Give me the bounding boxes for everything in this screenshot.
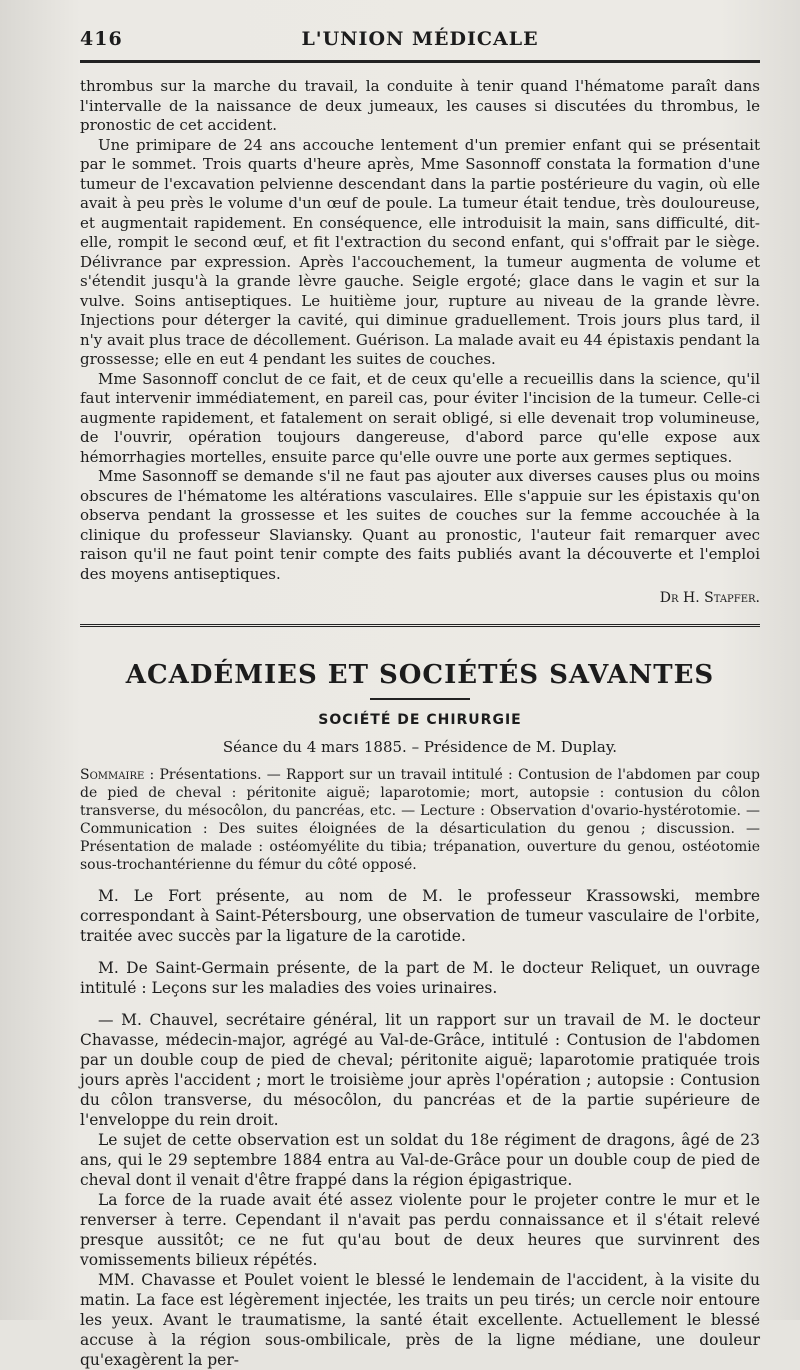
page-number: 416 <box>80 28 123 50</box>
sommaire-label: Sommaire <box>80 767 145 783</box>
section-paragraph: La force de la ruade avait été assez violente pour le projeter contre le mur et le renverser à terre. Cependant il n'avait pas perdu connaissance et il s'était relevé presque aussitôt; ce ne fut qu'au bout de deux heures que survinrent des vomissements bilieux répétés. <box>80 1191 760 1269</box>
seance-line: Séance du 4 mars 1885. – Présidence de M. Duplay. <box>222 738 618 756</box>
section-paragraph: M. De Saint-Germain présente, de la part de M. le docteur Reliquet, un ouvrage intitulé : Leçons sur les maladies des voies urinaires. <box>80 959 760 997</box>
article-paragraph: Mme Sasonnoff conclut de ce fait, et de ceux qu'elle a recueillis dans la science, qu'il faut intervenir immédiatement, en pareil cas, pour éviter l'incision de la tumeur. Celle-ci augmente rapidement, et fatalement on serait obligé, si elle devenait trop volumineuse, de l'ouvrir, opération toujours dangereuse, d'abord parce qu'elle expose aux hémorrhagies mortelles, ensuite parce qu'elle ouvre une porte aux germes septiques. <box>80 369 760 466</box>
article-paragraph: thrombus sur la marche du travail, la conduite à tenir quand l'hématome paraît dans l'intervalle de la naissance de deux jumeaux, les causes si discutées du thrombus, le pronostic de cet accident. <box>80 77 760 134</box>
section-paragraph: M. Le Fort présente, au nom de M. le professeur Krassowski, membre correspondant à Saint-Pétersbourg, une observation de tumeur vasculaire de l'orbite, traitée avec succès par la ligature de la carotide. <box>80 887 760 945</box>
header-rule <box>80 60 760 63</box>
section-divider <box>80 624 760 630</box>
signature: Dr H. Stapfer. <box>659 590 760 606</box>
article-paragraph: Mme Sasonnoff se demande s'il ne faut pas ajouter aux diverses causes plus ou moins obscures de l'hématome les altérations vasculaires. Elle s'appuie sur les épistaxis qu'on observa pendant la grossesse et les suites de couches sur la femme accouchée à la clinique du professeur Slaviansky. Quant au pronostic, l'auteur fait remarquer avec raison qu'il ne faut point tenir compte des faits publiés avant la découverte et l'emploi des moyens antiseptiques. <box>80 467 760 583</box>
section-paragraph: Le sujet de cette observation est un soldat du 18e régiment de dragons, âgé de 23 ans, qui le 29 septembre 1884 entra au Val-de-Grâce pour un double coup de pied de cheval dont il venait d'être frappé dans la région épigastrique. <box>80 1131 760 1189</box>
title-rule <box>370 698 470 700</box>
section-title: ACADÉMIES ET SOCIÉTÉS SAVANTES <box>125 660 715 690</box>
journal-title: L'UNION MÉDICALE <box>301 28 539 50</box>
article <box>80 77 760 606</box>
section-paragraph: MM. Chavasse et Poulet voient le blessé le lendemain de l'accident, à la visite du matin. La face est légèrement injectée, les traits un peu tirés; un cercle noir entoure les yeux. Avant le traumatisme, la santé était excellente. Actuellement le blessé accuse à la région sous-ombilicale, près de la ligne médiane, une douleur qu'exagèrent la per- <box>80 1271 760 1369</box>
article-paragraph: Une primipare de 24 ans accouche lentement d'un premier enfant qui se présentait par le sommet. Trois quarts d'heure après, Mme Sasonnoff constata la formation d'une tumeur de l'excavation pelvienne descendant dans la partie postérieure du vagin, où elle avait à peu près le volume d'un œuf de poule. La tumeur était tendue, très douloureuse, et augmentait rapidement. En conséquence, elle introduisit la main, sans difficulté, dit-elle, rompit le second œuf, et fit l'extraction du second enfant, qui s'offrait par le siège. Délivrance par expression. Après l'accouchement, la tumeur augmenta de volume et s'étendit jusqu'à la grande lèvre gauche. Seigle ergoté; glace dans le vagin et sur la vulve. Soins antiseptiques. Le huitième jour, rupture au niveau de la grande lèvre. Injections pour déterger la cavité, qui diminue graduellement. Trois jours plus tard, il n'y avait plus trace de décollement. Guérison. La malade avait eu 44 épistaxis pendant la grossesse; elle en eut 4 pendant les suites de couches. <box>80 135 760 368</box>
sommaire-text: : Présentations. — Rapport sur un travail intitulé : Contusion de l'abdomen par coup de pied de cheval : péritonite aiguë; laparotomie; mort, autopsie : contusion du côlon transverse, du mésocôlon, du pancréas, etc. — Lecture : Observation d'ovario-hystérotomie. — Communication : Des suites éloignées de la désarticulation du genou ; discussion. — Présentation de malade : ostéomyélite du tibia; trépanation, ouverture du genou, ostéotomie sous-trochantérienne du fémur du côté opposé. <box>80 767 760 873</box>
society-heading: SOCIÉTÉ DE CHIRURGIE <box>318 712 522 728</box>
section-paragraph: — M. Chauvel, secrétaire général, lit un rapport sur un travail de M. le docteur Chavasse, médecin-major, agrégé au Val-de-Grâce, intitulé : Contusion de l'abdomen par un double coup de pied de cheval; péritonite aiguë; laparotomie pratiquée trois jours après l'accident ; mort le troisième jour après l'opération ; autopsie : Contusion du côlon transverse, du mésocôlon, du pancréas et de la partie supérieure de l'enveloppe du rein droit. <box>80 1011 760 1129</box>
sommaire <box>80 766 760 874</box>
journal-title-wrap <box>0 28 800 50</box>
